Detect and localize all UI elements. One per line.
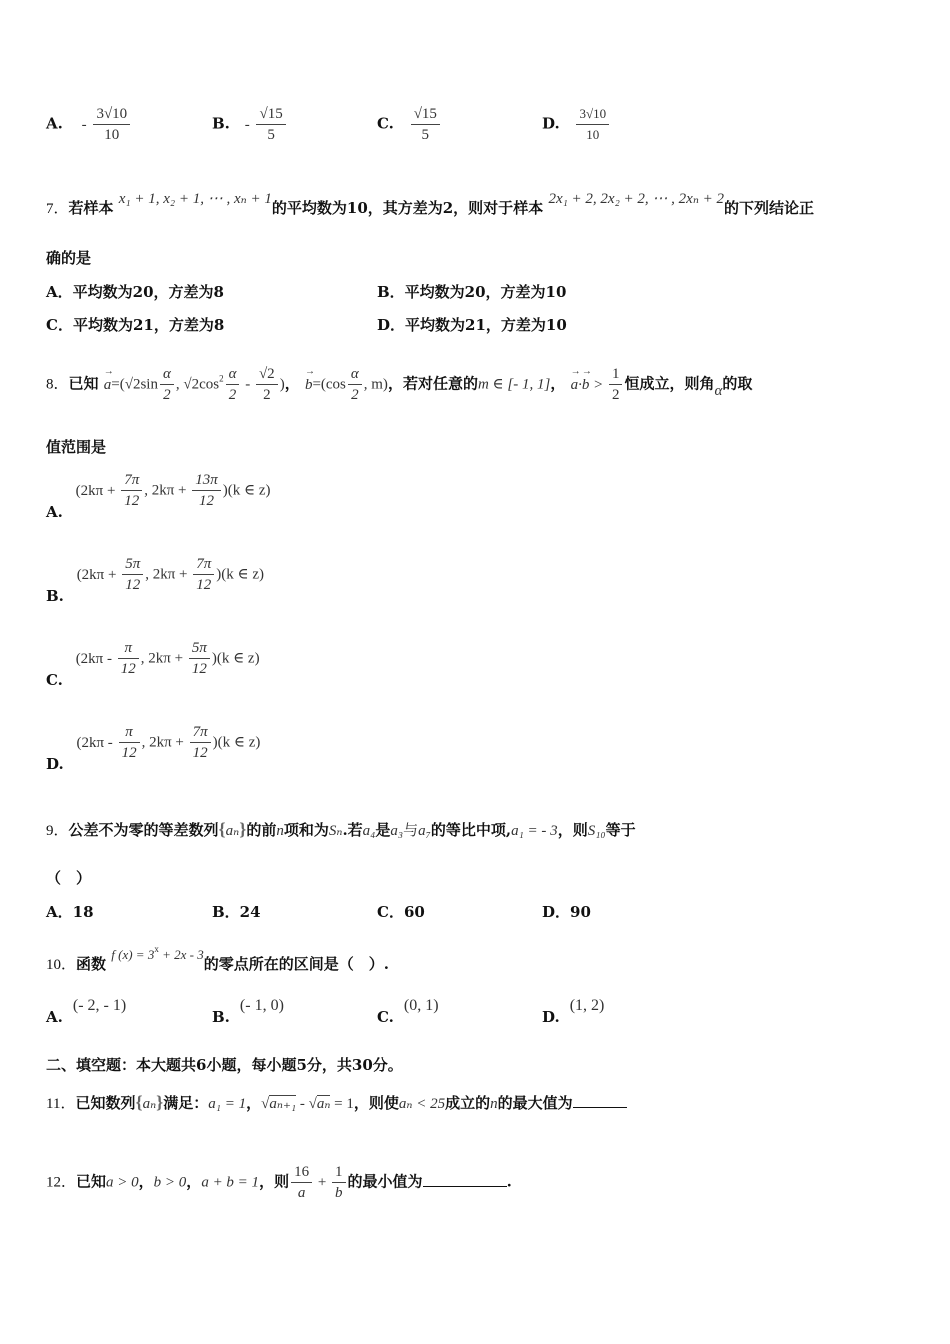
q9-option-c[interactable]: C．60 xyxy=(377,903,425,921)
fraction: $\frac{\pi}{12}$ xyxy=(119,722,140,763)
fraction: $\frac{7\pi}{12}$ xyxy=(193,554,214,595)
fraction: $\frac{3√10}{10}$ xyxy=(576,104,609,145)
question-12: 12．已知a > 0，b > 0，a + b = 1，则 $\frac{16}{a}$ + $\frac{1}{b}$ 的最小值为 . xyxy=(46,1164,512,1201)
q8-option-d[interactable]: D. (2kπ - $\frac{\pi}{12}$ , 2kπ + $\frac{7\pi}{12}$ )(k ∈ z) xyxy=(46,724,261,773)
q9-option-a[interactable]: A．18 xyxy=(46,903,94,921)
fraction: $\frac{\alpha}{2}$ xyxy=(160,364,174,405)
q6-option-c[interactable]: C. $\frac{√15}{5}$ xyxy=(377,104,442,145)
q7-option-d[interactable]: D．平均数为21，方差为10 xyxy=(377,316,567,334)
fraction: $\frac{√2}{2}$ xyxy=(256,364,278,405)
q10-option-a[interactable]: A.(- 2, - 1) xyxy=(46,997,127,1026)
fraction: $\frac{\alpha}{2}$ xyxy=(226,364,240,405)
fraction: $\frac{1}{b}$ xyxy=(332,1162,346,1203)
q8-option-b[interactable]: B. (2kπ + $\frac{5\pi}{12}$ , 2kπ + $\frac{7\pi}{12}$ )(k ∈ z) xyxy=(46,556,265,605)
q6-option-a[interactable]: A. - $\frac{3√10}{10}$ xyxy=(46,104,132,145)
q7-option-c[interactable]: C．平均数为21，方差为8 xyxy=(46,316,225,334)
fraction: $\frac{13\pi}{12}$ xyxy=(192,470,221,511)
question-9: 9．公差不为零的等差数列{aₙ}的前n项和为Sₙ.若a₄是a₃与a₇的等比中项,a₁ = - 3，则S₁₀等于 xyxy=(46,819,636,839)
q6-option-d[interactable]: D. $\frac{3√10}{10}$ xyxy=(542,104,611,145)
fraction: $\frac{5\pi}{12}$ xyxy=(189,638,210,679)
fraction: $\frac{√15}{5}$ xyxy=(411,104,440,145)
fraction: $\frac{\pi}{12}$ xyxy=(118,638,139,679)
question-10: 10．函数 f $(x) = 3^x + 2x - 3$的零点所在的区间是（ ）. xyxy=(46,944,389,973)
answer-blank[interactable] xyxy=(573,1093,627,1108)
q10-option-d[interactable]: D.(1, 2) xyxy=(542,997,605,1026)
answer-blank[interactable] xyxy=(423,1172,507,1187)
q10-option-b[interactable]: B.(- 1, 0) xyxy=(212,997,284,1026)
fraction: $\frac{√15}{5}$ xyxy=(256,104,285,145)
fraction: $\frac{3√10}{10}$ xyxy=(93,104,130,145)
q10-option-c[interactable]: C.(0, 1) xyxy=(377,997,439,1026)
question-8: 8．已知 → a=(√2sin $\frac{\alpha}{2}$ , $√2\cos^2$ $\frac{\alpha}{2}$ - $\frac{√2}{2}$ )， → b=(cos $\frac{\alpha}{2}$ , m)，若对任意的m ∈ [- 1, 1]， → a·→ b > $\frac{1}{2}$ 恒成立，则角α的取 xyxy=(46,364,752,405)
q8-option-a[interactable]: A. (2kπ + $\frac{7\pi}{12}$ , 2kπ + $\frac{13\pi}{12}$ )(k ∈ z) xyxy=(46,472,271,521)
function-expression: f $(x) = 3^x + 2x - 3$ xyxy=(111,944,204,962)
fraction: $\frac{7\pi}{12}$ xyxy=(121,470,142,511)
fraction: $\frac{1}{2}$ xyxy=(609,364,623,405)
vector-b: → b xyxy=(305,377,313,393)
question-9-paren: （ ） xyxy=(46,869,92,887)
q8-option-c[interactable]: C. (2kπ - $\frac{\pi}{12}$ , 2kπ + $\frac{5\pi}{12}$ )(k ∈ z) xyxy=(46,640,260,689)
vector-a: → a xyxy=(104,377,112,393)
q6-option-b[interactable]: B. - $\frac{√15}{5}$ xyxy=(212,104,288,145)
question-7: 7．若样本 x₁ + 1, x₂ + 1, ⋯ , xₙ + 1的平均数为10，其方差为2，则对于样本 2x₁ + 2, 2x₂ + 2, ⋯ , 2xₙ + 2的下列结论正 xyxy=(46,191,815,217)
section-heading: 二、填空题：本大题共6小题，每小题5分，共30分。 xyxy=(46,1056,403,1074)
fraction: $\frac{5\pi}{12}$ xyxy=(122,554,143,595)
q7-option-b[interactable]: B．平均数为20，方差为10 xyxy=(377,283,567,301)
dot-product: → a·→ b > xyxy=(571,377,607,393)
q9-option-b[interactable]: B．24 xyxy=(212,903,261,921)
q7-option-a[interactable]: A．平均数为20，方差为8 xyxy=(46,283,224,301)
fraction: $\frac{16}{a}$ xyxy=(291,1162,312,1203)
fraction: $\frac{7\pi}{12}$ xyxy=(190,722,211,763)
question-11: 11．已知数列{aₙ}满足：a₁ = 1，√aₙ₊₁ - √aₙ = 1，则使aₙ < 25成立的n的最大值为 xyxy=(46,1091,627,1115)
question-7-cont: 确的是 xyxy=(46,249,92,267)
q9-option-d[interactable]: D．90 xyxy=(542,903,591,921)
fraction: $\frac{\alpha}{2}$ xyxy=(348,364,362,405)
question-8-cont: 值范围是 xyxy=(46,438,107,456)
